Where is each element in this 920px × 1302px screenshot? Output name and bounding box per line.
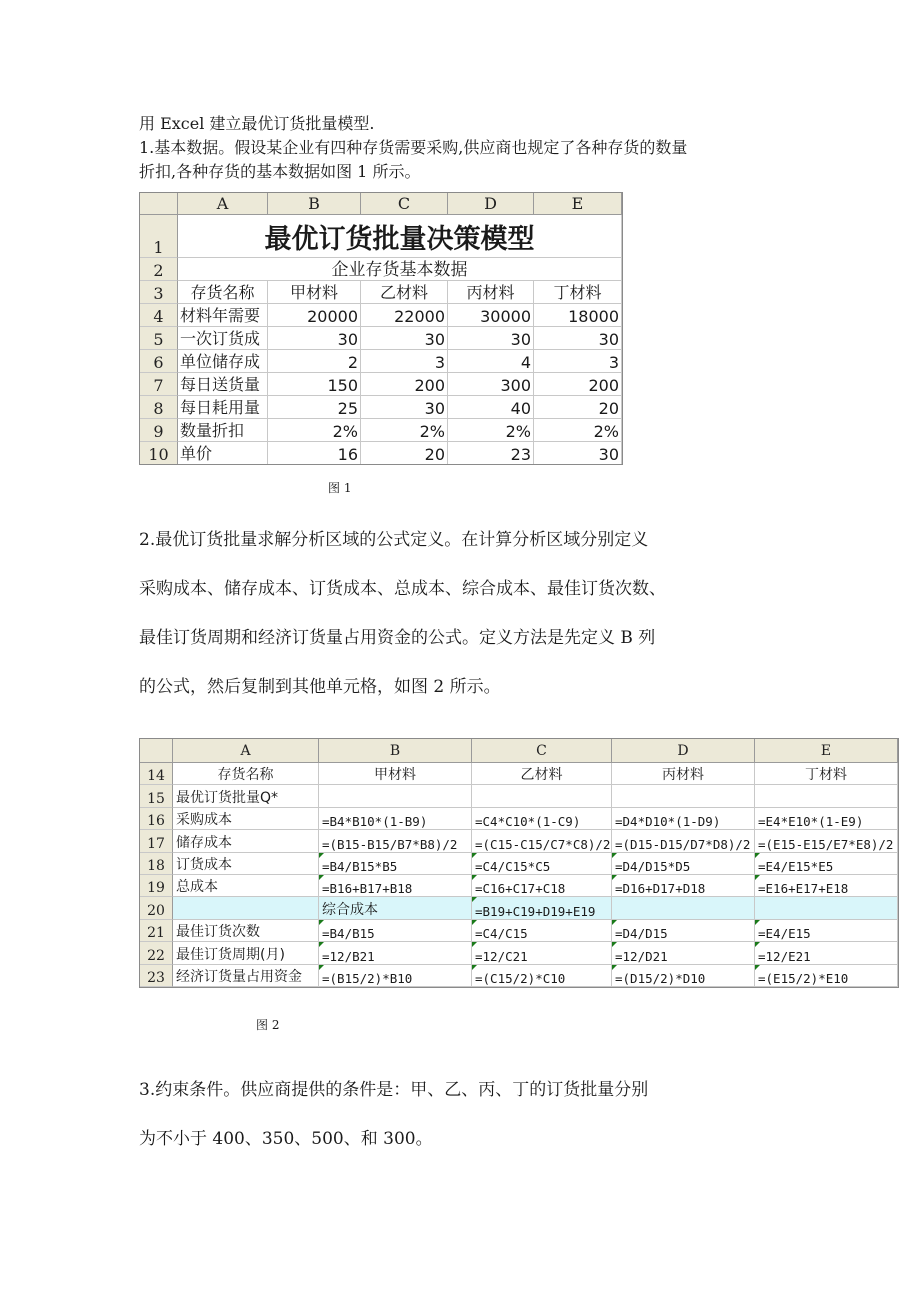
sheet-cell[interactable] xyxy=(472,785,612,807)
sheet-cell[interactable]: =B19+C19+D19+E19 xyxy=(472,897,612,919)
sheet-cell[interactable]: 一次订货成 xyxy=(178,327,268,350)
sheet-cell[interactable]: 单位储存成 xyxy=(178,350,268,373)
row-number[interactable]: 7 xyxy=(140,373,178,396)
step2-line2: 采购成本、储存成本、订货成本、总成本、综合成本、最佳订货次数、 xyxy=(139,579,666,599)
table-row xyxy=(140,897,898,919)
sheet-cell[interactable]: 200 xyxy=(534,373,622,396)
corner-cell[interactable] xyxy=(140,739,173,763)
sheet-cell[interactable]: =B16+B17+B18 xyxy=(319,875,472,897)
sheet-cell[interactable]: =E4*E10*(1-E9) xyxy=(755,808,898,830)
header-row xyxy=(140,763,898,785)
col-header-a[interactable]: A xyxy=(173,739,319,763)
sheet-cell[interactable]: =12/B21 xyxy=(319,942,472,964)
row-number[interactable]: 5 xyxy=(140,327,178,350)
sheet-cell[interactable]: 22000 xyxy=(361,304,448,327)
sheet-cell[interactable]: =D4/D15 xyxy=(612,920,755,942)
step2-line1: 2.最优订货批量求解分析区域的公式定义。在计算分析区域分别定义 xyxy=(139,530,649,550)
sheet-cell[interactable]: =D4*D10*(1-D9) xyxy=(612,808,755,830)
row-number[interactable]: 10 xyxy=(140,442,178,465)
sheet-cell[interactable]: =(E15-E15/E7*E8)/2 xyxy=(755,830,898,852)
col-header-d[interactable]: D xyxy=(448,193,534,215)
row-number[interactable]: 15 xyxy=(140,785,173,807)
sheet-cell[interactable]: 18000 xyxy=(534,304,622,327)
col-header-c[interactable]: C xyxy=(472,739,612,763)
sheet-cell[interactable]: 订货成本 xyxy=(173,853,319,875)
table-row xyxy=(140,942,898,964)
sheet-cell[interactable]: =12/D21 xyxy=(612,942,755,964)
sheet-cell[interactable]: =C4*C10*(1-C9) xyxy=(472,808,612,830)
sheet-cell[interactable]: 每日送货量 xyxy=(178,373,268,396)
sheet-cell[interactable]: 存货名称 xyxy=(173,763,319,785)
row-number[interactable]: 6 xyxy=(140,350,178,373)
sheet-cell[interactable]: 单价 xyxy=(178,442,268,465)
row-number[interactable]: 21 xyxy=(140,920,173,942)
sheet-cell[interactable]: 数量折扣 xyxy=(178,419,268,442)
sheet-cell[interactable]: =D16+D17+D18 xyxy=(612,875,755,897)
col-header-a[interactable]: A xyxy=(178,193,268,215)
sheet-cell[interactable]: =C4/C15*C5 xyxy=(472,853,612,875)
table-row xyxy=(140,442,622,465)
col-header-b[interactable]: B xyxy=(268,193,361,215)
sheet-cell[interactable]: =E4/E15 xyxy=(755,920,898,942)
table-row xyxy=(140,965,898,987)
sheet-cell[interactable]: 丁材料 xyxy=(534,281,622,304)
figure2-spreadsheet xyxy=(139,738,899,988)
sheet-cell[interactable]: 综合成本 xyxy=(319,897,472,919)
sheet-title[interactable]: 最优订货批量决策模型 xyxy=(178,215,622,258)
sheet-cell[interactable]: 30000 xyxy=(448,304,534,327)
sheet-cell[interactable]: 2% xyxy=(448,419,534,442)
corner-cell[interactable] xyxy=(140,193,178,215)
step3-line2: 为不小于 400、350、500、和 300。 xyxy=(139,1129,433,1149)
col-header-c[interactable]: C xyxy=(361,193,448,215)
step1-line2: 折扣,各种存货的基本数据如图 1 所示。 xyxy=(139,162,421,181)
step2-line3: 最佳订货周期和经济订货量占用资金的公式。定义方法是先定义 B 列 xyxy=(139,628,656,648)
sheet-cell[interactable]: 2% xyxy=(268,419,361,442)
sheet-cell[interactable]: 存货名称 xyxy=(178,281,268,304)
sheet-cell[interactable]: 最优订货批量Q* xyxy=(173,785,319,807)
sheet-cell[interactable] xyxy=(173,897,319,919)
row-number[interactable]: 9 xyxy=(140,419,178,442)
sheet-cell[interactable]: 乙材料 xyxy=(472,763,612,785)
table-row xyxy=(140,396,622,419)
sheet-cell[interactable]: 最佳订货次数 xyxy=(173,920,319,942)
sheet-cell[interactable] xyxy=(612,897,755,919)
sheet-cell[interactable]: 30 xyxy=(361,327,448,350)
sheet-cell[interactable]: 40 xyxy=(448,396,534,419)
row-number[interactable]: 1 xyxy=(140,215,178,258)
sheet-cell[interactable]: 材料年需要 xyxy=(178,304,268,327)
sheet-cell[interactable]: =(D15-D15/D7*D8)/2 xyxy=(612,830,755,852)
sheet-cell[interactable]: =E16+E17+E18 xyxy=(755,875,898,897)
sheet-subtitle[interactable]: 企业存货基本数据 xyxy=(178,258,622,281)
sheet-cell[interactable]: 20000 xyxy=(268,304,361,327)
sheet-cell[interactable]: =(B15-B15/B7*B8)/2 xyxy=(319,830,472,852)
figure1-spreadsheet xyxy=(139,192,623,465)
col-header-d[interactable]: D xyxy=(612,739,755,763)
sheet-cell[interactable]: 20 xyxy=(361,442,448,465)
table-row xyxy=(140,350,622,373)
sheet-cell[interactable]: 2% xyxy=(361,419,448,442)
sheet-cell[interactable]: =(C15-C15/C7*C8)/2 xyxy=(472,830,612,852)
sheet-cell[interactable]: 30 xyxy=(534,442,622,465)
sheet-cell[interactable] xyxy=(755,785,898,807)
sheet-cell[interactable]: 300 xyxy=(448,373,534,396)
table-row xyxy=(140,920,898,942)
sheet-cell[interactable] xyxy=(319,785,472,807)
row-number[interactable]: 16 xyxy=(140,808,173,830)
sheet-cell[interactable]: =B4*B10*(1-B9) xyxy=(319,808,472,830)
sheet-cell[interactable] xyxy=(755,897,898,919)
row-number[interactable]: 17 xyxy=(140,830,173,852)
sheet-cell[interactable]: 采购成本 xyxy=(173,808,319,830)
sheet-cell[interactable]: =E4/E15*E5 xyxy=(755,853,898,875)
sheet-cell[interactable]: 30 xyxy=(361,396,448,419)
sheet-cell[interactable]: =(D15/2)*D10 xyxy=(612,965,755,987)
sheet-cell[interactable]: 4 xyxy=(448,350,534,373)
row-number[interactable]: 23 xyxy=(140,965,173,987)
sheet-cell[interactable]: =(C15/2)*C10 xyxy=(472,965,612,987)
table-row xyxy=(140,373,622,396)
row-number[interactable]: 19 xyxy=(140,875,173,897)
sheet-cell[interactable]: 30 xyxy=(448,327,534,350)
figure1-caption: 图 1 xyxy=(328,481,352,495)
table-row xyxy=(140,808,898,830)
sheet-cell[interactable]: 最佳订货周期(月) xyxy=(173,942,319,964)
sheet-cell[interactable]: 丙材料 xyxy=(612,763,755,785)
sheet-cell[interactable]: 甲材料 xyxy=(319,763,472,785)
figure2-caption: 图 2 xyxy=(256,1018,280,1032)
sheet-cell[interactable]: 经济订货量占用资金 xyxy=(173,965,319,987)
col-header-e[interactable]: E xyxy=(755,739,898,763)
row-number[interactable]: 2 xyxy=(140,258,178,281)
sheet-cell[interactable]: 丙材料 xyxy=(448,281,534,304)
sheet-cell[interactable]: 3 xyxy=(361,350,448,373)
sheet-cell[interactable]: 2% xyxy=(534,419,622,442)
table-row xyxy=(140,853,898,875)
row-number[interactable]: 18 xyxy=(140,853,173,875)
sheet-cell[interactable]: 丁材料 xyxy=(755,763,898,785)
table-row xyxy=(140,875,898,897)
sheet-cell[interactable]: =(E15/2)*E10 xyxy=(755,965,898,987)
row-number[interactable]: 14 xyxy=(140,763,173,785)
sheet-cell[interactable]: 200 xyxy=(361,373,448,396)
sheet-cell[interactable]: =B4/B15*B5 xyxy=(319,853,472,875)
sheet-cell[interactable]: 甲材料 xyxy=(268,281,361,304)
row-number[interactable]: 3 xyxy=(140,281,178,304)
sheet-cell[interactable]: 25 xyxy=(268,396,361,419)
sheet-cell[interactable]: 30 xyxy=(268,327,361,350)
sheet-cell[interactable]: =(B15/2)*B10 xyxy=(319,965,472,987)
step3-line1: 3.约束条件。供应商提供的条件是：甲、乙、丙、丁的订货批量分别 xyxy=(139,1080,649,1100)
sheet-cell[interactable]: =C4/C15 xyxy=(472,920,612,942)
table-row xyxy=(140,785,898,807)
step2-line4: 的公式，然后复制到其他单元格，如图 2 所示。 xyxy=(139,677,501,697)
sheet-cell[interactable]: 总成本 xyxy=(173,875,319,897)
header-row xyxy=(140,281,622,304)
sheet-cell[interactable]: 150 xyxy=(268,373,361,396)
col-header-e[interactable]: E xyxy=(534,193,622,215)
sheet-cell[interactable]: 20 xyxy=(534,396,622,419)
sheet-cell[interactable]: 储存成本 xyxy=(173,830,319,852)
sheet-cell[interactable]: 2 xyxy=(268,350,361,373)
sheet-cell[interactable]: 23 xyxy=(448,442,534,465)
sheet-cell[interactable]: =C16+C17+C18 xyxy=(472,875,612,897)
sheet-cell[interactable]: 30 xyxy=(534,327,622,350)
table-row xyxy=(140,419,622,442)
row-number[interactable]: 4 xyxy=(140,304,178,327)
row-number[interactable]: 8 xyxy=(140,396,178,419)
sheet-cell[interactable]: =D4/D15*D5 xyxy=(612,853,755,875)
table-row xyxy=(140,830,898,852)
col-header-b[interactable]: B xyxy=(319,739,472,763)
sheet-cell[interactable]: 每日耗用量 xyxy=(178,396,268,419)
row-number[interactable]: 22 xyxy=(140,942,173,964)
row-number[interactable]: 20 xyxy=(140,897,173,919)
sheet-cell[interactable]: =12/E21 xyxy=(755,942,898,964)
sheet-cell[interactable]: 16 xyxy=(268,442,361,465)
sheet-cell[interactable]: =12/C21 xyxy=(472,942,612,964)
sheet-cell[interactable] xyxy=(612,785,755,807)
sheet-cell[interactable]: 乙材料 xyxy=(361,281,448,304)
table-row xyxy=(140,327,622,350)
sheet-cell[interactable]: =B4/B15 xyxy=(319,920,472,942)
table-row xyxy=(140,304,622,327)
step1-line1: 1.基本数据。假设某企业有四种存货需要采购,供应商也规定了各种存货的数量 xyxy=(139,138,688,157)
intro-title: 用 Excel 建立最优订货批量模型. xyxy=(139,114,375,133)
sheet-cell[interactable]: 3 xyxy=(534,350,622,373)
